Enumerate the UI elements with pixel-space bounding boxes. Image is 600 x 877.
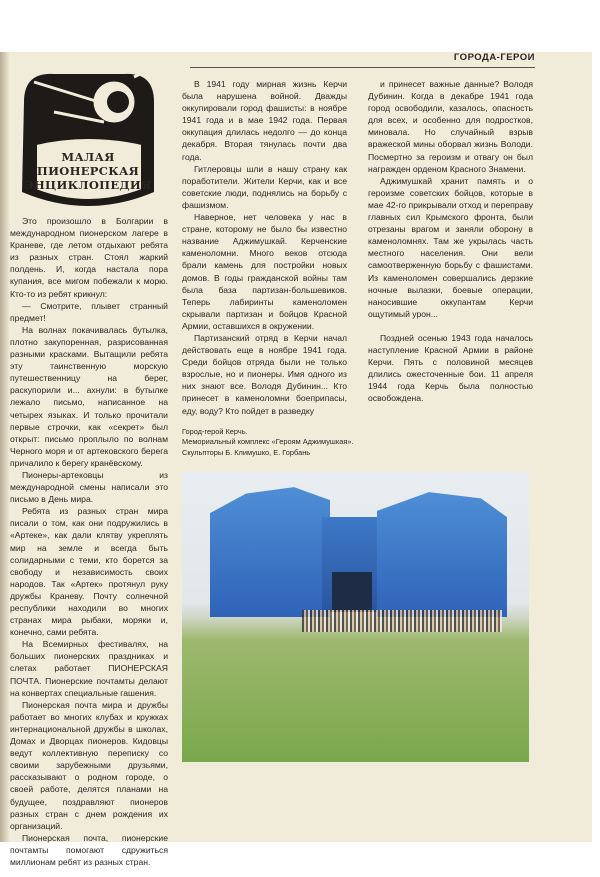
paragraph: Это произошло в Болгарии в международном пионерском лагере в Краневе, где летом отдыхают ребята из разных стран. Стоял жаркий полдень. И, когда настала пора купания, все мигом побежали к морю. Кто-то из ребят крикнул:	[10, 216, 168, 299]
paragraph: Поздней осенью 1943 года началось наступление Красной Армии в районе Керчи. Пять с половиной месяцев длились ожесточенные бои. 11 апреля 1944 года Керчь была полностью освобождена.	[368, 332, 533, 404]
column-kerch-1	[182, 78, 347, 417]
encyclopedia-emblem	[14, 62, 162, 212]
paragraph: В 1941 году мирная жизнь Керчи была нарушена войной. Дважды оккупировали город фашисты: в ноябре 1941 года и в мае 1942 года. Первая оккупация длилась недолго — до конца декабря. Вторая тянулась почти два года.	[182, 79, 347, 162]
section-header: ГОРОДА-ГЕРОИ	[190, 52, 535, 68]
paragraph: Пионерская почта, пионерские почтамты помогают сдружиться миллионам ребят из разных стран.	[10, 832, 168, 867]
caption-line: Город-герой Керчь.	[182, 426, 248, 436]
paragraph: и принесет важные данные? Володя Дубинин. Когда в декабре 1941 года город освободили, казалось, опасность для всех, и особенно для подростков, миновала. Но случайный взрыв вражеской мины оборвал жизнь Володи. Посмертно за героизм и отвагу он был награжден орденом Красного Знамени.	[368, 79, 533, 174]
column-kerch-2	[368, 78, 533, 404]
kerch-article	[182, 78, 533, 762]
monument-left-block	[210, 487, 330, 617]
paragraph: Наверное, нет человека у нас в стране, которому не было бы известно название Аджимушкай. Керченские каменоломни. Много веков отсюда брали камень для постройки новых домов. В годы гражданской войны там была база партизан-большевиков. Теперь лабиринты каменоломен скрывали партизан и бойцов Красной Армии, оставшихся в окружении.	[182, 212, 347, 331]
paragraph: — Смотрите, плывет странный предмет!	[10, 300, 168, 323]
monument-right-block	[377, 492, 507, 617]
paragraph: Аджимушкай хранит память и о героизме советских бойцов, которые в мае 42-го прикрывали отход и переправу главных сил Крымского фронта, были отрезаны врагом и заняли оборону в каменоломнях. Там же укрылась часть местного населения. Они вели самоотверженную борьбу с фашистами. Из каменоломен совершались дерзкие ночные вылазки, боевые операции, наносившие оккупантам Керчи ощутимый урон...	[368, 175, 533, 319]
paragraph: Гитлеровцы шли в нашу страну как поработители. Жители Керчи, как и все советские люди, поднялись на борьбу с фашизмом.	[182, 163, 347, 210]
page-spine	[0, 52, 10, 842]
emblem-title-line: ЭНЦИКЛОПЕДИЯ	[24, 178, 152, 192]
crowd-of-visitors	[302, 610, 502, 632]
paragraph: На Всемирных фестивалях, на больших пионерских праздниках и слетах работает ПИОНЕРСКАЯ ПОЧТА. Пионерские почтамты делают на конвертах специальные гашения.	[10, 639, 168, 698]
emblem-title-line: МАЛАЯ	[61, 150, 115, 164]
column-pioneer-post	[10, 215, 168, 868]
photo-caption	[182, 427, 512, 459]
article-columns	[182, 78, 533, 417]
paragraph: Ребята из разных стран мира писали о том, как они подружились в «Артеке», как дали клятву укреплять мир на земле и всегда быть солидарными с теми, кто борется за свободу и независимость своих народов. Так «Артек» протянул руку дружбы Краневу. Почту солнечной республики находили во многих странах мира рыбаки, моряки и, конечно, сами ребята.	[10, 506, 168, 638]
paragraph: Пионерская почта мира и дружбы работает во многих клубах и кружках интернациональной дружбы в школах, Домах и Дворцах пионеров. Кидовцы ведут коллективную переписку со своими зарубежными друзьями, рассказывают о родном городе, о своей работе, делятся планами на будущее, поздравляют пионеров разных стран с днем рождения их организаций.	[10, 699, 168, 831]
caption-line: Мемориальный комплекс «Героям Аджимушкая».	[182, 437, 354, 447]
caption-line: Скульпторы Б. Климушко, Е. Горбань	[182, 447, 311, 457]
memorial-photo	[182, 472, 529, 762]
monument-entrance	[332, 572, 372, 612]
emblem-title-line: ПИОНЕРСКАЯ	[36, 164, 140, 178]
paragraph: На волнах покачивалась бутылка, плотно закупоренная, разрисованная разными красками. Вытащили ребята эту таинственную морскую путешественницу на берег, раскупорили и... ахнули: в бутылке лежало письмо, написанное на четырех языках. И только прочитали первые строчки, как «секрет» был открыт: письмо проплыло по волнам Черного моря и от артековского берега причалило к берегу кранёвскому.	[10, 324, 168, 468]
paragraph: Партизанский отряд в Керчи начал действовать еще в ноябре 1941 года. Среди бойцов отряда были не только взрослые, но и пионеры. Имя одного из них знают все. Володя Дубинин... Кто принесет в каменоломни боеприпасы, еду, воду? Кто пойдет в разведку	[182, 332, 347, 416]
paragraph: Пионеры-артековцы из международной смены написали это письмо в День мира.	[10, 469, 168, 505]
